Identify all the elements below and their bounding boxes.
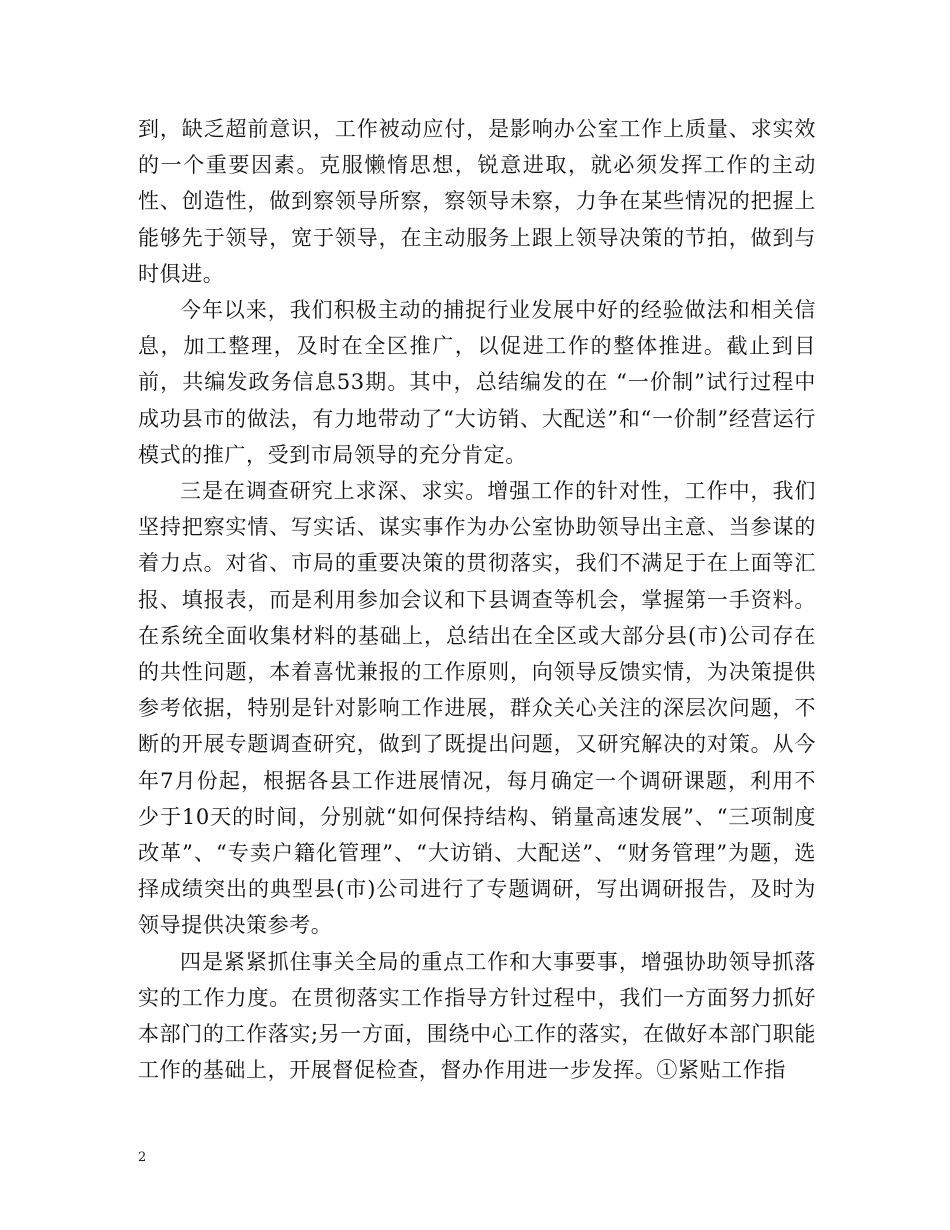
paragraph-1: 到，缺乏超前意识，工作被动应付，是影响办公室工作上质量、求实效的一个重要因素。克服懒惰思想，锐意进取，就必须发挥工作的主动性、创造性，做到察领导所察，察领导未察，力争在某些情况的把握上能够先于领导，宽于领导，在主动服务上跟上领导决策的节拍，做到与时俱进。 [138, 117, 816, 286]
paragraph-4: 四是紧紧抓住事关全局的重点工作和大事要事，增强协助领导抓落实的工作力度。在贯彻落实工作指导方针过程中，我们一方面努力抓好本部门的工作落实;另一方面，围绕中心工作的落实，在做好本部门职能工作的基础上，开展督促检查，督办作用进一步发挥。①紧贴工作指 [138, 949, 816, 1083]
paragraph-3: 三是在调查研究上求深、求实。增强工作的针对性，工作中，我们坚持把察实情、写实话、谋实事作为办公室协助领导出主意、当参谋的着力点。对省、市局的重要决策的贯彻落实，我们不满足于在上面等汇报、填报表，而是利用参加会议和下县调查等机会，掌握第一手资料。在系统全面收集材料的基础上，总结出在全区或大部分县(市)公司存在的共性问题，本着喜忧兼报的工作原则，向领导反馈实情，为决策提供参考依据，特别是针对影响工作进展，群众关心关注的深层次问题，不断的开展专题调查研究，做到了既提出问题，又研究解决的对策。从今年7月份起，根据各县工作进展情况，每月确定一个调研课题，利用不少于10天的时间，分别就“如何保持结构、销量高速发展”、“三项制度改革”、“专卖户籍化管理”、“大访销、大配送”、“财务管理”为题，选择成绩突出的典型县(市)公司进行了专题调研，写出调研报告，及时为领导提供决策参考。 [138, 479, 816, 938]
document-body [138, 111, 816, 1088]
page-number: 2 [138, 1150, 147, 1165]
paragraph-2: 今年以来，我们积极主动的捕捉行业发展中好的经验做法和相关信息，加工整理，及时在全区推广，以促进工作的整体推进。截止到目前，共编发政务信息53期。其中，总结编发的在 “一价制”试行过程中成功县市的做法，有力地带动了“大访销、大配送”和“一价制”经营运行模式的推广，受到市局领导的充分肯定。 [138, 298, 816, 467]
